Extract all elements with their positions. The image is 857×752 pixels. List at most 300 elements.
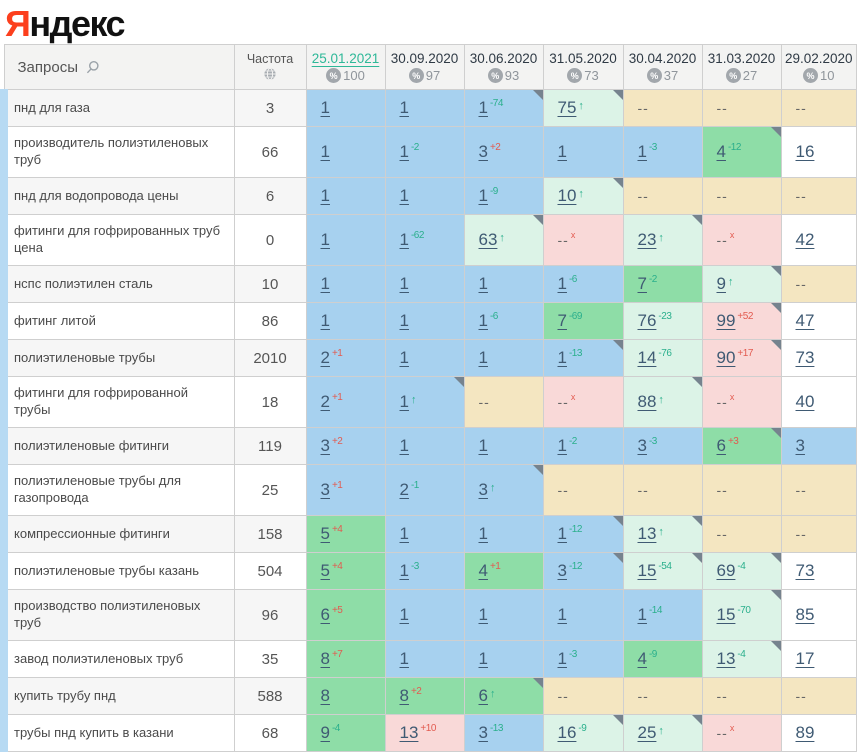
- new-entry-arrow-icon: ↑: [489, 688, 495, 700]
- position-cell: [623, 178, 702, 215]
- position-link[interactable]: 1: [399, 274, 409, 293]
- position-link[interactable]: 4: [637, 649, 647, 668]
- position-link[interactable]: 3: [478, 142, 488, 161]
- table-row: [4, 127, 857, 178]
- table-row: [4, 377, 857, 428]
- change-value: +2: [331, 436, 343, 447]
- percent-value: 27: [742, 68, 758, 83]
- position-cell: [543, 90, 623, 127]
- position-cell: [702, 377, 781, 428]
- query-label: завод полиэтиленовых труб: [14, 650, 184, 666]
- table-row: [4, 715, 857, 752]
- change-value: -6: [568, 274, 577, 285]
- position-cell: [702, 428, 781, 465]
- change-value: -4: [737, 561, 746, 572]
- date-link[interactable]: 31.05.2020: [549, 51, 617, 66]
- queries-header-label: Запросы: [17, 58, 78, 76]
- position-link[interactable]: 1: [478, 274, 488, 293]
- query-cell[interactable]: [4, 641, 234, 678]
- position-link[interactable]: 8: [320, 649, 330, 668]
- position-link[interactable]: 69: [716, 561, 736, 580]
- table-row: [4, 340, 857, 377]
- position-cell: [781, 428, 857, 465]
- no-position-value: --: [795, 482, 807, 498]
- position-cell: [702, 178, 781, 215]
- dropped-out-icon: x: [729, 230, 734, 240]
- new-entry-arrow-icon: ↑: [658, 725, 664, 737]
- position-cell: [623, 215, 702, 266]
- change-value: -3: [648, 142, 657, 153]
- position-cell: [623, 641, 702, 678]
- globe-icon: [235, 67, 306, 84]
- change-value: -76: [658, 348, 672, 359]
- date-link[interactable]: 30.04.2020: [628, 51, 697, 66]
- position-cell: [702, 215, 781, 266]
- position-link[interactable]: 1: [637, 142, 647, 161]
- position-link[interactable]: 63: [478, 230, 498, 249]
- new-entry-arrow-icon: ↑: [499, 232, 505, 244]
- change-value: +1: [331, 392, 343, 403]
- position-link[interactable]: 1: [557, 436, 567, 455]
- query-cell[interactable]: [4, 590, 234, 641]
- position-cell: [464, 516, 543, 553]
- change-value: -13: [568, 348, 582, 359]
- query-label: фитинги для гофрированной трубы: [14, 385, 188, 417]
- query-cell[interactable]: [4, 215, 234, 266]
- position-link[interactable]: 2: [320, 392, 330, 411]
- query-label: полиэтиленовые трубы для газопровода: [14, 473, 182, 505]
- change-value: -54: [658, 561, 672, 572]
- position-cell: [543, 553, 623, 590]
- no-position-value: --: [557, 232, 569, 248]
- percent-value: 10: [820, 68, 835, 83]
- no-position-value: --: [716, 394, 728, 410]
- position-link[interactable]: 3: [478, 723, 488, 742]
- date-link[interactable]: 25.01.2021: [311, 51, 380, 66]
- position-link[interactable]: 1: [320, 274, 330, 293]
- position-link[interactable]: 1: [557, 348, 567, 367]
- position-link[interactable]: 3: [557, 561, 567, 580]
- frequency-cell: 68: [234, 715, 306, 752]
- frequency-cell: 25: [234, 465, 306, 516]
- position-link[interactable]: 1: [637, 605, 647, 624]
- position-cell: [464, 428, 543, 465]
- table-row: [4, 641, 857, 678]
- position-cell: [781, 516, 857, 553]
- no-position-value: --: [557, 394, 569, 410]
- position-link[interactable]: 1: [557, 649, 567, 668]
- query-cell[interactable]: [4, 303, 234, 340]
- position-cell: [623, 715, 702, 752]
- position-cell: [385, 340, 464, 377]
- position-link[interactable]: 1: [478, 348, 488, 367]
- query-cell[interactable]: [4, 465, 234, 516]
- position-cell: [781, 715, 857, 752]
- position-link[interactable]: 13: [637, 524, 657, 543]
- query-label: фитинги для гофрированных труб цена: [14, 223, 221, 255]
- position-cell: [543, 590, 623, 641]
- frequency-header-label: Частота: [246, 52, 294, 66]
- position-link[interactable]: 16: [557, 723, 577, 742]
- position-link[interactable]: 1: [320, 98, 330, 117]
- change-value: -12: [568, 561, 582, 572]
- position-link[interactable]: 1: [399, 348, 409, 367]
- no-position-value: --: [637, 482, 649, 498]
- position-link[interactable]: 8: [320, 686, 330, 705]
- no-position-value: --: [478, 394, 490, 410]
- position-link[interactable]: 9: [320, 723, 330, 742]
- position-cell: [464, 715, 543, 752]
- position-cell: [623, 678, 702, 715]
- position-link[interactable]: 1: [320, 142, 330, 161]
- change-value: -62: [410, 230, 424, 241]
- query-cell[interactable]: [4, 715, 234, 752]
- position-link[interactable]: 2: [320, 348, 330, 367]
- percent-value: 93: [504, 68, 520, 83]
- no-position-value: --: [716, 100, 728, 116]
- table-row: [4, 553, 857, 590]
- table-row: [4, 215, 857, 266]
- change-value: -3: [648, 436, 657, 447]
- no-position-value: --: [795, 100, 807, 116]
- change-value: +3: [727, 436, 739, 447]
- position-cell: [385, 303, 464, 340]
- query-cell[interactable]: [4, 516, 234, 553]
- change-value: -2: [648, 274, 657, 285]
- frequency-cell: 0: [234, 215, 306, 266]
- position-cell: [702, 266, 781, 303]
- date-link[interactable]: 30.06.2020: [469, 51, 538, 66]
- position-link[interactable]: 1: [399, 98, 409, 117]
- position-link[interactable]: 42: [795, 230, 815, 249]
- position-cell: [623, 266, 702, 303]
- position-link[interactable]: 9: [716, 274, 726, 293]
- position-link[interactable]: 23: [637, 230, 657, 249]
- position-link[interactable]: 15: [637, 561, 657, 580]
- no-position-value: --: [637, 688, 649, 704]
- change-value: +17: [737, 348, 753, 359]
- no-position-value: --: [795, 526, 807, 542]
- position-link[interactable]: 1: [478, 311, 488, 330]
- position-cell: [781, 266, 857, 303]
- position-cell: [543, 678, 623, 715]
- position-cell: [702, 678, 781, 715]
- query-label: пнд для водопровода цены: [14, 187, 179, 203]
- position-cell: [702, 516, 781, 553]
- position-cell: [464, 377, 543, 428]
- change-value: +5: [331, 605, 343, 616]
- query-label: полиэтиленовые трубы: [14, 349, 156, 365]
- query-cell[interactable]: [4, 678, 234, 715]
- position-link[interactable]: 1: [478, 98, 488, 117]
- percent-badge: [782, 68, 857, 83]
- position-link[interactable]: 1: [478, 524, 488, 543]
- position-link[interactable]: 10: [557, 186, 577, 205]
- position-cell: [306, 465, 385, 516]
- percent-badge: [544, 68, 623, 83]
- position-link[interactable]: 85: [795, 605, 815, 624]
- position-cell: [306, 678, 385, 715]
- position-cell: [385, 266, 464, 303]
- position-link[interactable]: 75: [557, 98, 577, 117]
- position-cell: [306, 590, 385, 641]
- change-value: -14: [648, 605, 662, 616]
- position-link[interactable]: 90: [716, 348, 736, 367]
- no-position-value: --: [557, 482, 569, 498]
- position-link[interactable]: 1: [557, 274, 567, 293]
- position-cell: [306, 266, 385, 303]
- position-link[interactable]: 1: [399, 142, 409, 161]
- query-label: производство полиэтиленовых труб: [14, 598, 201, 630]
- position-cell: [702, 340, 781, 377]
- position-cell: [464, 465, 543, 516]
- position-link[interactable]: 1: [478, 649, 488, 668]
- date-header: [385, 45, 464, 90]
- frequency-cell: 588: [234, 678, 306, 715]
- percent-badge: [465, 68, 543, 83]
- change-value: -3: [568, 649, 577, 660]
- position-cell: [543, 641, 623, 678]
- position-cell: [781, 127, 857, 178]
- query-label: купить трубу пнд: [14, 687, 116, 703]
- frequency-cell: 96: [234, 590, 306, 641]
- position-cell: [306, 516, 385, 553]
- position-link[interactable]: 4: [716, 142, 726, 161]
- position-link[interactable]: 1: [399, 186, 409, 205]
- query-cell[interactable]: [4, 90, 234, 127]
- change-value: -74: [489, 98, 503, 109]
- position-link[interactable]: 6: [478, 686, 488, 705]
- position-cell: [623, 90, 702, 127]
- date-link[interactable]: 31.03.2020: [707, 51, 776, 66]
- percent-icon: %: [488, 68, 503, 83]
- date-header: [623, 45, 702, 90]
- position-cell: [623, 553, 702, 590]
- percent-icon: %: [726, 68, 741, 83]
- position-link[interactable]: 15: [716, 605, 736, 624]
- percent-badge: [624, 68, 702, 83]
- table-row: [4, 303, 857, 340]
- table-row: [4, 590, 857, 641]
- position-link[interactable]: 1: [399, 311, 409, 330]
- position-link[interactable]: 1: [399, 524, 409, 543]
- position-link[interactable]: 1: [399, 605, 409, 624]
- date-link[interactable]: 30.09.2020: [390, 51, 459, 66]
- position-link[interactable]: 14: [637, 348, 657, 367]
- position-cell: [702, 465, 781, 516]
- position-link[interactable]: 1: [399, 561, 409, 580]
- no-position-value: --: [637, 100, 649, 116]
- position-link[interactable]: 17: [795, 649, 815, 668]
- position-link[interactable]: 47: [795, 311, 815, 330]
- position-link[interactable]: 88: [637, 392, 657, 411]
- position-link[interactable]: 6: [320, 605, 330, 624]
- change-value: -9: [489, 186, 498, 197]
- position-cell: [623, 377, 702, 428]
- table-row: [4, 178, 857, 215]
- position-link[interactable]: 1: [478, 605, 488, 624]
- date-link[interactable]: 29.02.2020: [784, 51, 853, 66]
- position-link[interactable]: 1: [399, 649, 409, 668]
- date-header: [702, 45, 781, 90]
- date-header: [306, 45, 385, 90]
- position-cell: [306, 303, 385, 340]
- percent-badge: [386, 68, 464, 83]
- percent-icon: %: [567, 68, 582, 83]
- change-value: -6: [489, 311, 498, 322]
- change-value: +2: [489, 142, 501, 153]
- position-link[interactable]: 3: [478, 480, 488, 499]
- change-value: -9: [578, 723, 587, 734]
- position-cell: [306, 715, 385, 752]
- position-link[interactable]: 1: [320, 186, 330, 205]
- position-cell: [385, 428, 464, 465]
- table-body: [4, 90, 857, 752]
- position-cell: [464, 178, 543, 215]
- dropped-out-icon: x: [729, 392, 734, 402]
- frequency-cell: 119: [234, 428, 306, 465]
- position-cell: [464, 266, 543, 303]
- query-cell[interactable]: [4, 340, 234, 377]
- position-link[interactable]: 76: [637, 311, 657, 330]
- position-cell: [464, 641, 543, 678]
- position-cell: [385, 553, 464, 590]
- position-cell: [543, 715, 623, 752]
- table-row: [4, 465, 857, 516]
- query-cell[interactable]: [4, 377, 234, 428]
- position-cell: [781, 340, 857, 377]
- yandex-logo[interactable]: [0, 0, 857, 42]
- position-cell: [781, 590, 857, 641]
- position-cell: [623, 340, 702, 377]
- header-row: [4, 45, 857, 90]
- position-link[interactable]: 7: [637, 274, 647, 293]
- position-cell: [543, 178, 623, 215]
- position-link[interactable]: 5: [320, 524, 330, 543]
- search-icon[interactable]: [86, 60, 100, 74]
- change-value: -9: [648, 649, 657, 660]
- percent-icon: %: [647, 68, 662, 83]
- position-cell: [781, 178, 857, 215]
- position-link[interactable]: 7: [557, 311, 567, 330]
- position-cell: [306, 553, 385, 590]
- no-position-value: --: [716, 232, 728, 248]
- change-value: -12: [727, 142, 741, 153]
- position-cell: [306, 377, 385, 428]
- position-cell: [306, 90, 385, 127]
- position-link[interactable]: 25: [637, 723, 657, 742]
- positions-table: [0, 44, 857, 752]
- position-cell: [464, 127, 543, 178]
- position-link[interactable]: 1: [399, 230, 409, 249]
- position-cell: [464, 553, 543, 590]
- position-cell: [385, 590, 464, 641]
- change-value: +1: [331, 480, 343, 491]
- query-cell[interactable]: [4, 266, 234, 303]
- position-cell: [385, 678, 464, 715]
- position-cell: [464, 678, 543, 715]
- change-value: -2: [410, 142, 419, 153]
- change-value: +1: [489, 561, 501, 572]
- query-cell[interactable]: [4, 428, 234, 465]
- position-link[interactable]: 1: [399, 436, 409, 455]
- position-link[interactable]: 3: [320, 480, 330, 499]
- new-entry-arrow-icon: ↑: [578, 188, 584, 200]
- query-cell[interactable]: [4, 178, 234, 215]
- position-cell: [385, 215, 464, 266]
- position-cell: [306, 178, 385, 215]
- position-link[interactable]: 1: [557, 605, 567, 624]
- position-cell: [385, 178, 464, 215]
- position-link[interactable]: 1: [478, 186, 488, 205]
- position-cell: [543, 465, 623, 516]
- dropped-out-icon: x: [729, 723, 734, 733]
- position-link[interactable]: 99: [716, 311, 736, 330]
- date-header: [464, 45, 543, 90]
- frequency-cell: 158: [234, 516, 306, 553]
- frequency-cell: 86: [234, 303, 306, 340]
- position-cell: [306, 428, 385, 465]
- query-label: полиэтиленовые трубы казань: [14, 562, 199, 578]
- position-link[interactable]: 3: [320, 436, 330, 455]
- yandex-logo-rest: ндекс: [29, 3, 125, 44]
- position-link[interactable]: 1: [478, 436, 488, 455]
- position-link[interactable]: 89: [795, 723, 815, 742]
- position-link[interactable]: 4: [478, 561, 488, 580]
- position-link[interactable]: 1: [557, 524, 567, 543]
- no-position-value: --: [795, 188, 807, 204]
- position-cell: [543, 377, 623, 428]
- position-link[interactable]: 13: [399, 723, 419, 742]
- change-value: -4: [331, 723, 340, 734]
- table-row: [4, 266, 857, 303]
- position-link[interactable]: 13: [716, 649, 736, 668]
- position-link[interactable]: 6: [716, 436, 726, 455]
- position-link[interactable]: 5: [320, 561, 330, 580]
- position-link[interactable]: 16: [795, 142, 815, 161]
- change-value: -23: [658, 311, 672, 322]
- no-position-value: --: [795, 276, 807, 292]
- position-link[interactable]: 1: [399, 392, 409, 411]
- dropped-out-icon: x: [570, 392, 575, 402]
- position-cell: [781, 90, 857, 127]
- position-link[interactable]: 73: [795, 348, 815, 367]
- frequency-cell: 10: [234, 266, 306, 303]
- query-cell[interactable]: [4, 127, 234, 178]
- position-cell: [543, 303, 623, 340]
- position-link[interactable]: 8: [399, 686, 409, 705]
- position-link[interactable]: 1: [320, 230, 330, 249]
- position-cell: [385, 377, 464, 428]
- position-link[interactable]: 3: [637, 436, 647, 455]
- percent-badge: [703, 68, 781, 83]
- no-position-value: --: [795, 688, 807, 704]
- position-link[interactable]: 3: [795, 436, 805, 455]
- change-value: -70: [737, 605, 751, 616]
- query-cell[interactable]: [4, 553, 234, 590]
- position-cell: [385, 641, 464, 678]
- position-cell: [464, 303, 543, 340]
- position-link[interactable]: 1: [557, 142, 567, 161]
- frequency-header: [234, 45, 306, 90]
- position-cell: [781, 377, 857, 428]
- position-link[interactable]: 73: [795, 561, 815, 580]
- position-link[interactable]: 2: [399, 480, 409, 499]
- position-link[interactable]: 1: [320, 311, 330, 330]
- position-cell: [464, 340, 543, 377]
- position-link[interactable]: 40: [795, 392, 815, 411]
- query-label: компрессионные фитинги: [14, 525, 170, 541]
